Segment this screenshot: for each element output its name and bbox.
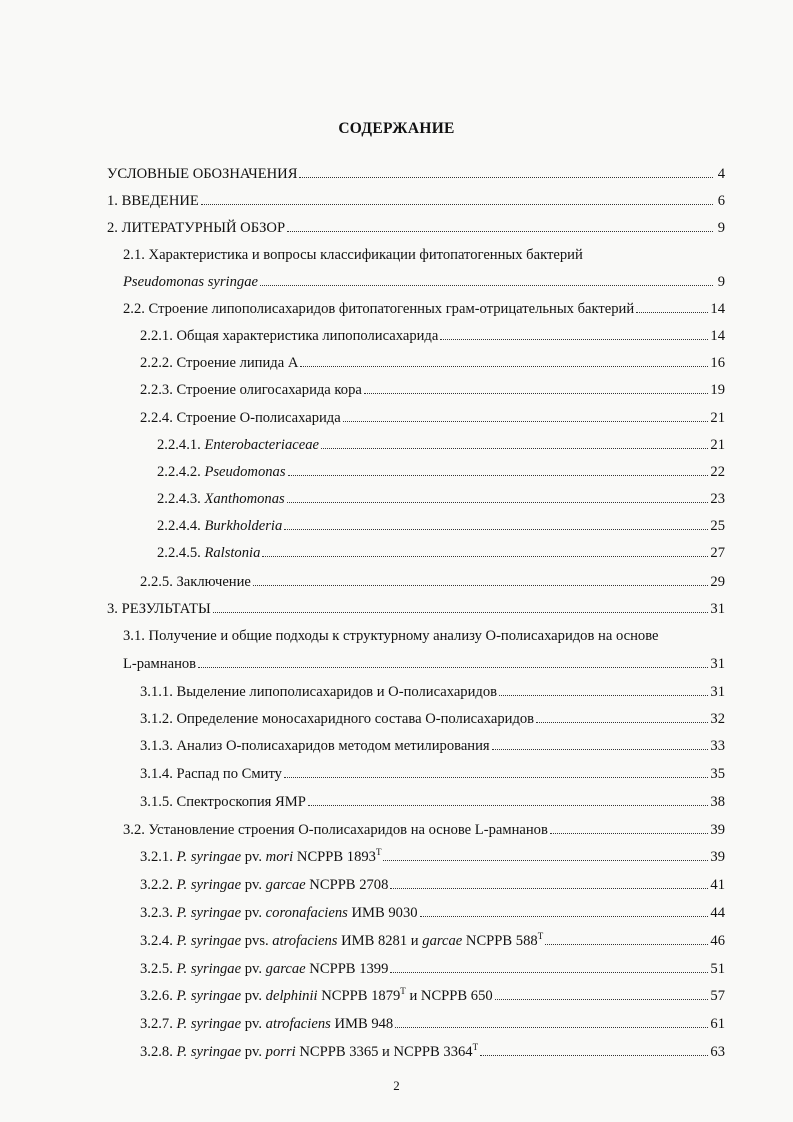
toc-entry-label: 2.2.4.5. Ralstonia <box>157 545 261 561</box>
toc-entry-page: 14 <box>710 328 725 344</box>
toc-entry-page: 61 <box>710 1016 725 1032</box>
toc-entry-label: 2.2.4. Строение О-полисахарида <box>140 410 341 426</box>
toc-entry[interactable] <box>123 299 725 319</box>
toc-entry[interactable] <box>157 543 725 563</box>
toc-entry[interactable] <box>157 516 725 536</box>
leader-dots <box>383 847 708 861</box>
toc-entry-label: 3.1.2. Определение моносахаридного состава О-полисахаридов <box>140 711 535 727</box>
toc-entry-page: 33 <box>710 738 725 754</box>
leader-dots <box>213 599 709 613</box>
leader-dots <box>390 959 708 973</box>
toc-entry-page: 35 <box>710 766 725 782</box>
toc-entry[interactable] <box>140 326 725 346</box>
leader-dots <box>440 326 708 340</box>
toc-entry-label: 3.2.5. P. syringae pv. garcae NCPPB 1399 <box>140 961 389 977</box>
toc-entry-label: 3.1.5. Спектроскопия ЯМР <box>140 794 306 810</box>
toc-entry[interactable] <box>140 1042 725 1062</box>
toc-entry-page: 16 <box>710 355 725 371</box>
toc-entry-label: 3.1.1. Выделение липополисахаридов и О-полисахаридов <box>140 684 498 700</box>
toc-entry-label: 3. РЕЗУЛЬТАТЫ <box>107 601 211 617</box>
toc-entry-label: 3.2.6. P. syringae pv. delphinii NCPPB $1879^T$ и NCPPB 650 <box>140 986 493 1004</box>
toc-entry-label: Pseudomonas syringae <box>123 274 258 290</box>
toc-entry-page: 31 <box>710 684 725 700</box>
toc-entry-page: 4 <box>717 166 725 182</box>
toc-entry-page: 27 <box>710 545 725 561</box>
leader-dots <box>262 543 708 557</box>
leader-dots <box>480 1042 708 1056</box>
toc-entry-page: 63 <box>710 1044 725 1060</box>
toc-entry-label: L-рамнанов <box>123 656 197 672</box>
toc-entry-page: 31 <box>710 601 725 617</box>
toc-entry-page: 39 <box>710 849 725 865</box>
toc-entry[interactable] <box>140 764 725 784</box>
toc-entry[interactable] <box>140 903 725 923</box>
page-title: СОДЕРЖАНИЕ <box>338 120 455 137</box>
toc-entry[interactable] <box>140 959 725 979</box>
toc-entry[interactable] <box>123 654 725 674</box>
leader-dots <box>545 931 708 945</box>
toc-entry-label: УСЛОВНЫЕ ОБОЗНАЧЕНИЯ <box>107 166 298 182</box>
leader-dots <box>550 820 709 834</box>
toc-entry[interactable] <box>140 682 725 702</box>
toc-entry[interactable] <box>123 626 725 646</box>
toc-entry-label: 3.1.3. Анализ О-полисахаридов методом метилирования <box>140 738 490 754</box>
leader-dots <box>495 986 709 1000</box>
toc-entry-label: 2.2.4.3. Xanthomonas <box>157 491 285 507</box>
page-number: 2 <box>393 1078 400 1093</box>
toc-entry[interactable] <box>107 191 725 211</box>
toc-entry-label: 3.1. Получение и общие подходы к структурному анализу О-полисахаридов на основе <box>123 628 659 644</box>
toc-entry-label: 2.2. Строение липополисахаридов фитопатогенных грам-отрицательных бактерий <box>123 301 635 317</box>
toc-entry-label: 3.2.7. P. syringae pv. atrofaciens ИМВ 948 <box>140 1016 394 1032</box>
toc-entry[interactable] <box>140 709 725 729</box>
toc-entry-label: 2.2.3. Строение олигосахарида кора <box>140 382 362 398</box>
toc-entry[interactable] <box>157 489 725 509</box>
toc-entry[interactable] <box>140 792 725 812</box>
toc-entry-page: 21 <box>710 410 725 426</box>
toc-entry-label: 3.1.4. Распад по Смиту <box>140 766 282 782</box>
leader-dots <box>395 1014 708 1028</box>
toc-entry[interactable] <box>107 599 725 619</box>
toc-entry[interactable] <box>140 736 725 756</box>
toc-entry[interactable] <box>123 245 725 265</box>
toc-entry-label: 3.2.4. P. syringae pvs. atrofaciens ИМВ 8281 и garcae NCPPB $588^T$ <box>140 931 544 949</box>
leader-dots <box>343 408 709 422</box>
toc-entry-label: 2.2.4.1. Enterobacteriaceae <box>157 437 319 453</box>
leader-dots <box>288 462 709 476</box>
toc-entry[interactable] <box>140 931 725 951</box>
toc-entry[interactable] <box>123 820 725 840</box>
toc-entry-page: 29 <box>710 574 725 590</box>
toc-entry-label: 3.2.3. P. syringae pv. coronafaciens ИМВ 9030 <box>140 905 418 921</box>
toc-entry-label: 2.2.5. Заключение <box>140 574 251 590</box>
toc-entry-page: 51 <box>710 961 725 977</box>
toc-entry[interactable] <box>157 435 725 455</box>
toc-entry[interactable] <box>107 164 725 184</box>
toc-entry-page: 41 <box>710 877 725 893</box>
toc-entry[interactable] <box>140 408 725 428</box>
toc-entry-label: 3.2. Установление строения О-полисахаридов на основе L-рамнанов <box>123 822 548 838</box>
leader-dots <box>321 435 708 449</box>
toc-entry-label: 2.2.1. Общая характеристика липополисахарида <box>140 328 439 344</box>
leader-dots <box>287 489 709 503</box>
toc-entry[interactable] <box>140 380 725 400</box>
toc-entry-page: 44 <box>710 905 725 921</box>
leader-dots <box>492 736 709 750</box>
leader-dots <box>300 353 708 367</box>
leader-dots <box>287 218 713 232</box>
toc-entry-page: 22 <box>710 464 725 480</box>
leader-dots <box>636 299 708 313</box>
toc-entry-label: 2.2.2. Строение липида А <box>140 355 299 371</box>
toc-entry-label: 3.2.8. P. syringae pv. porri NCPPB 3365 и NCPPB $3364^T$ <box>140 1042 479 1060</box>
toc-entry[interactable] <box>123 272 725 292</box>
toc-entry-label: 2. ЛИТЕРАТУРНЫЙ ОБЗОР <box>107 220 286 236</box>
toc-entry[interactable] <box>140 986 725 1006</box>
toc-entry-page: 31 <box>710 656 725 672</box>
toc-entry-page: 46 <box>710 933 725 949</box>
toc-entry-page: 14 <box>710 301 725 317</box>
toc-entry-page: 19 <box>710 382 725 398</box>
leader-dots <box>420 903 709 917</box>
toc-entry[interactable] <box>140 572 725 592</box>
toc-entry-label: 2.2.4.4. Burkholderia <box>157 518 283 534</box>
toc-entry-page: 9 <box>717 274 725 290</box>
leader-dots <box>198 654 708 668</box>
toc-entry-page: 57 <box>710 988 725 1004</box>
leader-dots <box>364 380 709 394</box>
toc-entry-label: 3.2.2. P. syringae pv. garcae NCPPB 2708 <box>140 877 389 893</box>
toc-entry-page: 23 <box>710 491 725 507</box>
leader-dots <box>284 516 708 530</box>
toc-entry[interactable] <box>107 218 725 238</box>
toc-entry[interactable] <box>140 847 725 867</box>
toc-entry-page: 39 <box>710 822 725 838</box>
toc-entry-page: 38 <box>710 794 725 810</box>
toc-entry-page: 21 <box>710 437 725 453</box>
toc-entry-label: 2.2.4.2. Pseudomonas <box>157 464 286 480</box>
leader-dots <box>499 682 708 696</box>
leader-dots <box>253 572 708 586</box>
leader-dots <box>390 875 708 889</box>
toc-entry[interactable] <box>140 875 725 895</box>
toc-entry-page: 32 <box>710 711 725 727</box>
toc-entry-page: 25 <box>710 518 725 534</box>
leader-dots <box>308 792 709 806</box>
toc-entry[interactable] <box>140 1014 725 1034</box>
leader-dots <box>299 164 713 178</box>
leader-dots <box>260 272 713 286</box>
toc-entry-label: 1. ВВЕДЕНИЕ <box>107 193 199 209</box>
leader-dots <box>284 764 708 778</box>
leader-dots <box>536 709 708 723</box>
toc-entry-page: 6 <box>717 193 725 209</box>
toc-entry[interactable] <box>140 353 725 373</box>
leader-dots <box>201 191 713 205</box>
toc-entry-label: 2.1. Характеристика и вопросы классификации фитопатогенных бактерий <box>123 247 583 263</box>
toc-entry[interactable] <box>157 462 725 482</box>
toc-entry-label: 3.2.1. P. syringae pv. mori NCPPB $1893^T$ <box>140 847 382 865</box>
toc-entry-page: 9 <box>717 220 725 236</box>
